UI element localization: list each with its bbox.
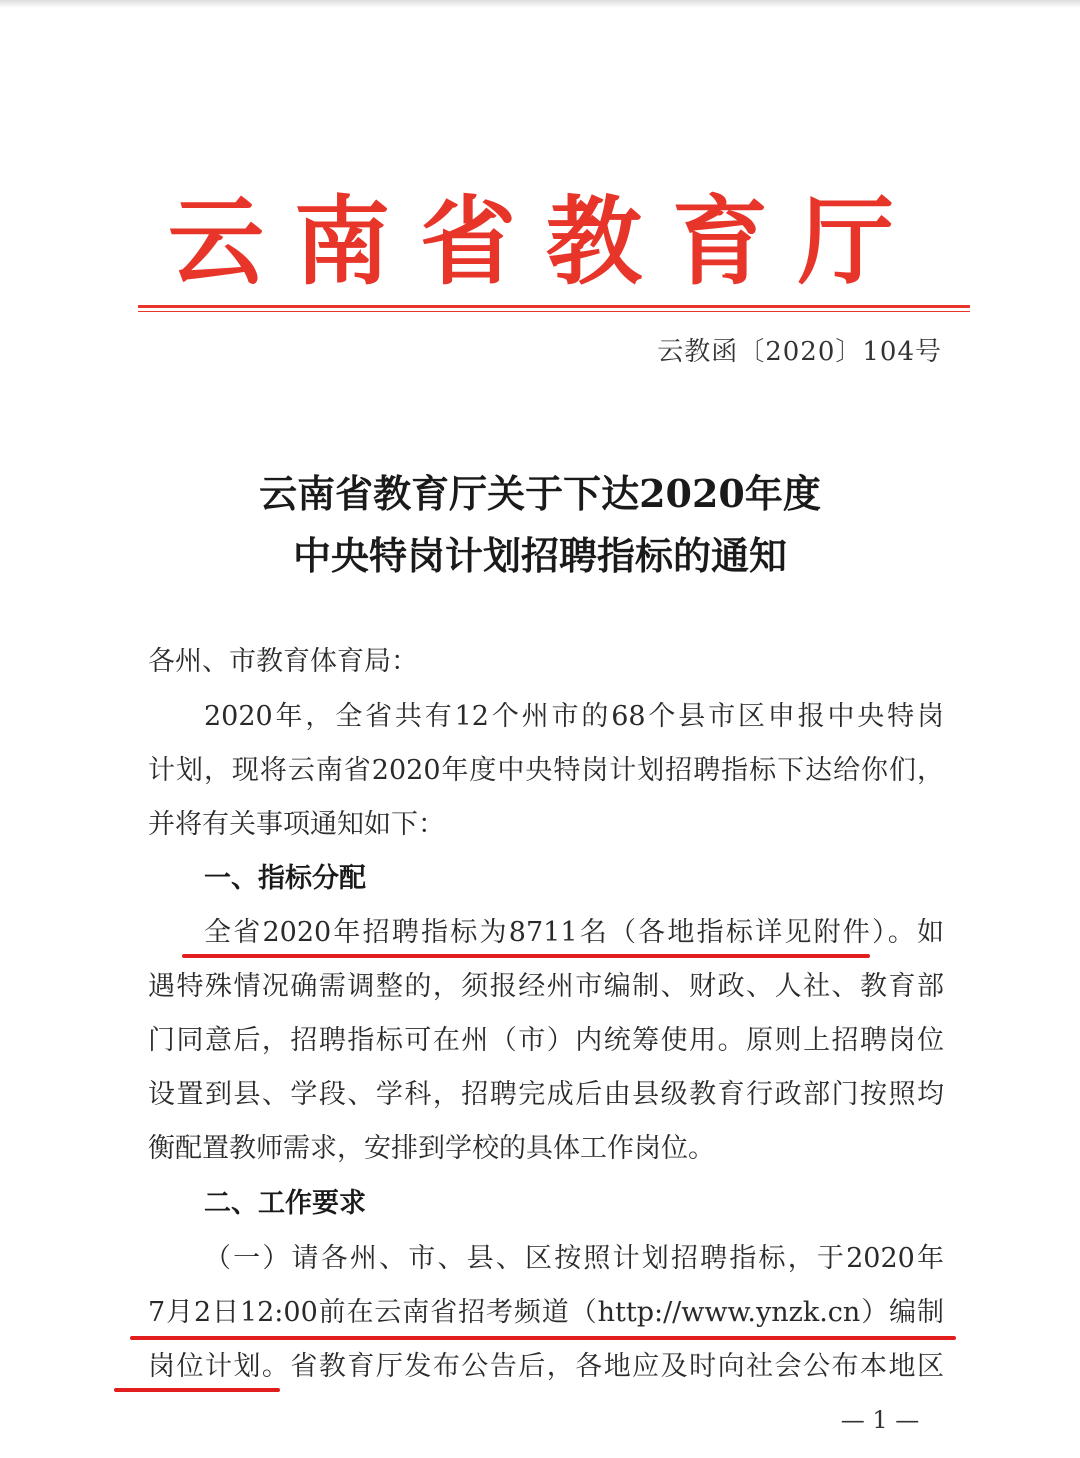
letterhead-red-rule	[138, 305, 970, 308]
red-underline-annotation-3	[114, 1388, 280, 1392]
notice-title-line-2: 中央特岗计划招聘指标的通知	[292, 533, 787, 578]
letterhead-red-rule-thin	[138, 311, 970, 312]
letterhead-title: 云南省教育厅	[168, 186, 924, 298]
notice-title-line-1: 云南省教育厅关于下达2020年度	[259, 471, 821, 516]
page-number: — 1 —	[840, 1406, 920, 1434]
section1-line-4: 设置到县、学段、学科，招聘完成后由县级教育行政部门按照均	[148, 1079, 944, 1110]
section2-line-2: 7月2日12:00前在云南省招考频道（http://www.ynzk.cn）编制	[148, 1297, 944, 1328]
section2-line-1: （一）请各州、市、县、区按照计划招聘指标，于2020年	[204, 1243, 944, 1274]
section2-line-3: 岗位计划。省教育厅发布公告后，各地应及时向社会公布本地区	[148, 1351, 944, 1382]
intro-line-1: 2020年，全省共有12个州市的68个县市区申报中央特岗	[204, 701, 944, 732]
section-heading-quota: 一、指标分配	[204, 863, 366, 894]
intro-line-2: 计划，现将云南省2020年度中央特岗计划招聘指标下达给你们，	[148, 755, 944, 786]
salutation: 各州、市教育体育局：	[148, 646, 418, 677]
section1-line-2: 遇特殊情况确需调整的，须报经州市编制、财政、人社、教育部	[148, 971, 944, 1002]
section1-line-5: 衡配置教师需求，安排到学校的具体工作岗位。	[148, 1133, 715, 1164]
section1-line-1: 全省2020年招聘指标为8711名（各地指标详见附件）。如	[204, 917, 944, 948]
section-heading-requirements: 二、工作要求	[204, 1188, 366, 1219]
section1-line-3: 门同意后，招聘指标可在州（市）内统筹使用。原则上招聘岗位	[148, 1025, 944, 1056]
intro-line-3: 并将有关事项通知如下：	[148, 809, 445, 840]
scan-edge-shadow	[0, 0, 1080, 8]
red-underline-annotation-1	[182, 954, 870, 958]
red-underline-annotation-2	[130, 1336, 956, 1340]
document-number: 云教函〔2020〕104号	[657, 337, 942, 367]
